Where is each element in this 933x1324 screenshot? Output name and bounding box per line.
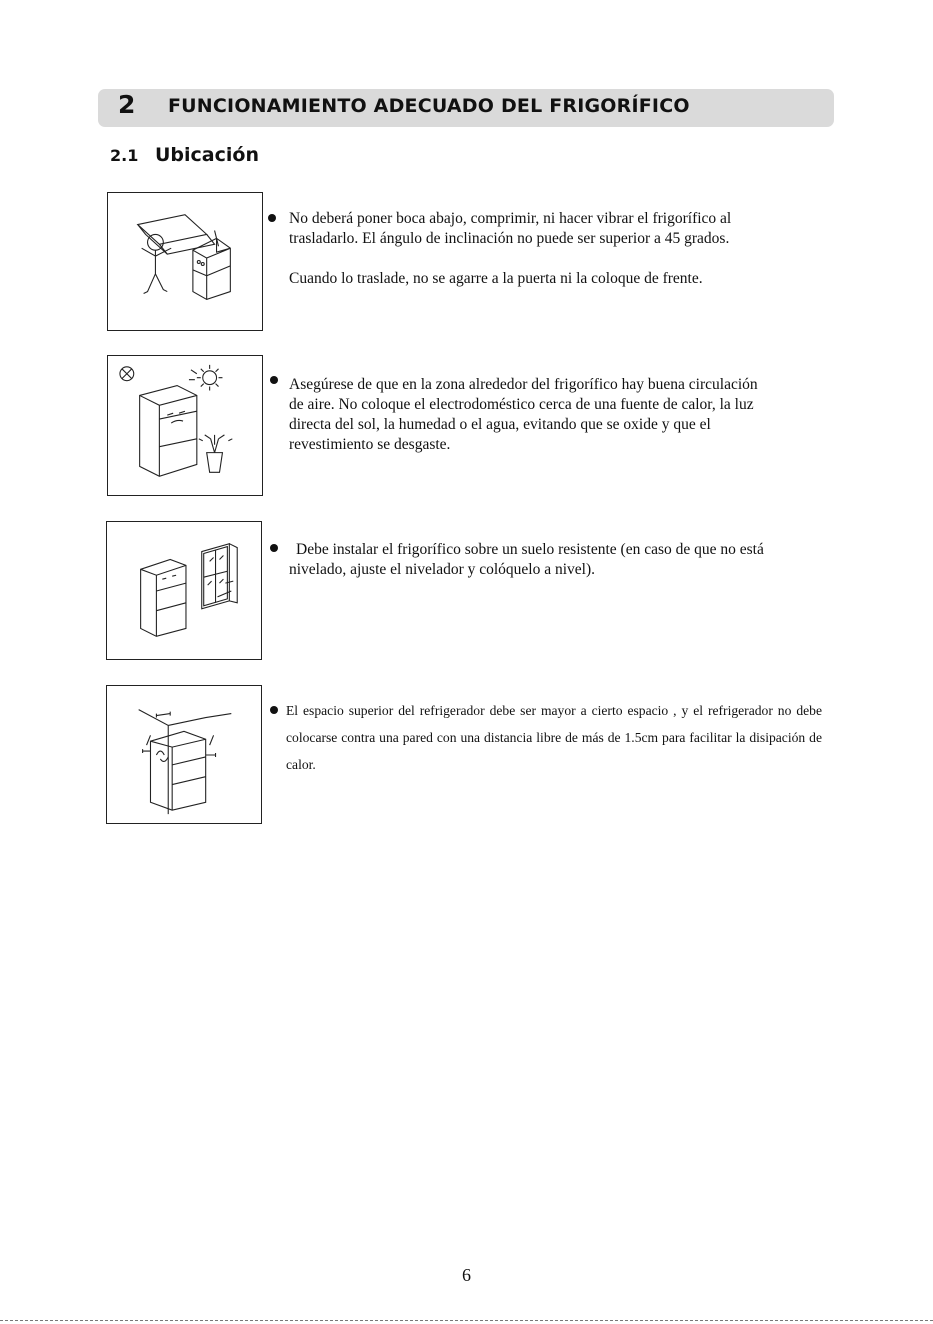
bullet-icon xyxy=(270,376,278,384)
section-title: FUNCIONAMIENTO ADECUADO DEL FRIGORÍFICO xyxy=(168,95,690,117)
section-number: 2 xyxy=(118,90,136,119)
bullet-icon xyxy=(270,544,278,552)
subsection-title: Ubicación xyxy=(155,144,259,166)
item-1-paragraph-2: Cuando lo traslade, no se agarre a la puerta ni la coloque de frente. xyxy=(289,270,703,287)
bullet-icon xyxy=(270,706,278,714)
item-1-paragraph-1: No deberá poner boca abajo, comprimir, ni hacer vibrar el frigorífico al trasladarlo. El ángulo de inclinación no puede ser superior a 45 grados. xyxy=(289,210,732,247)
refrigerator-wall-clearance-icon xyxy=(106,685,262,824)
page-number: 6 xyxy=(462,1265,471,1285)
refrigerator-near-window-icon xyxy=(106,521,262,660)
item-3-paragraph-1: Debe instalar el frigorífico sobre un suelo resistente (en caso de que no está nivelado, ajuste el nivelador y colóquelo a nivel). xyxy=(289,541,764,578)
subsection-number: 2.1 xyxy=(110,146,139,165)
item-4-paragraph-1: El espacio superior del refrigerador debe ser mayor a cierto espacio , y el refrigerador no debe colocarse contra una pared con una distancia libre de más de 1.5cm para facilitar la disipación de calor. xyxy=(286,703,822,772)
bottom-divider xyxy=(0,1320,933,1321)
bullet-icon xyxy=(268,214,276,222)
refrigerator-sun-heat-prohibited-icon xyxy=(107,355,263,496)
person-carrying-refrigerator-icon xyxy=(107,192,263,331)
item-2-paragraph-1: Asegúrese de que en la zona alrededor del frigorífico hay buena circulación de aire. No coloque el electrodoméstico cerca de una fuente de calor, la luz directa del sol, la humedad o el agua, evitando que se oxide y que el revestimiento se desgaste. xyxy=(289,376,758,453)
